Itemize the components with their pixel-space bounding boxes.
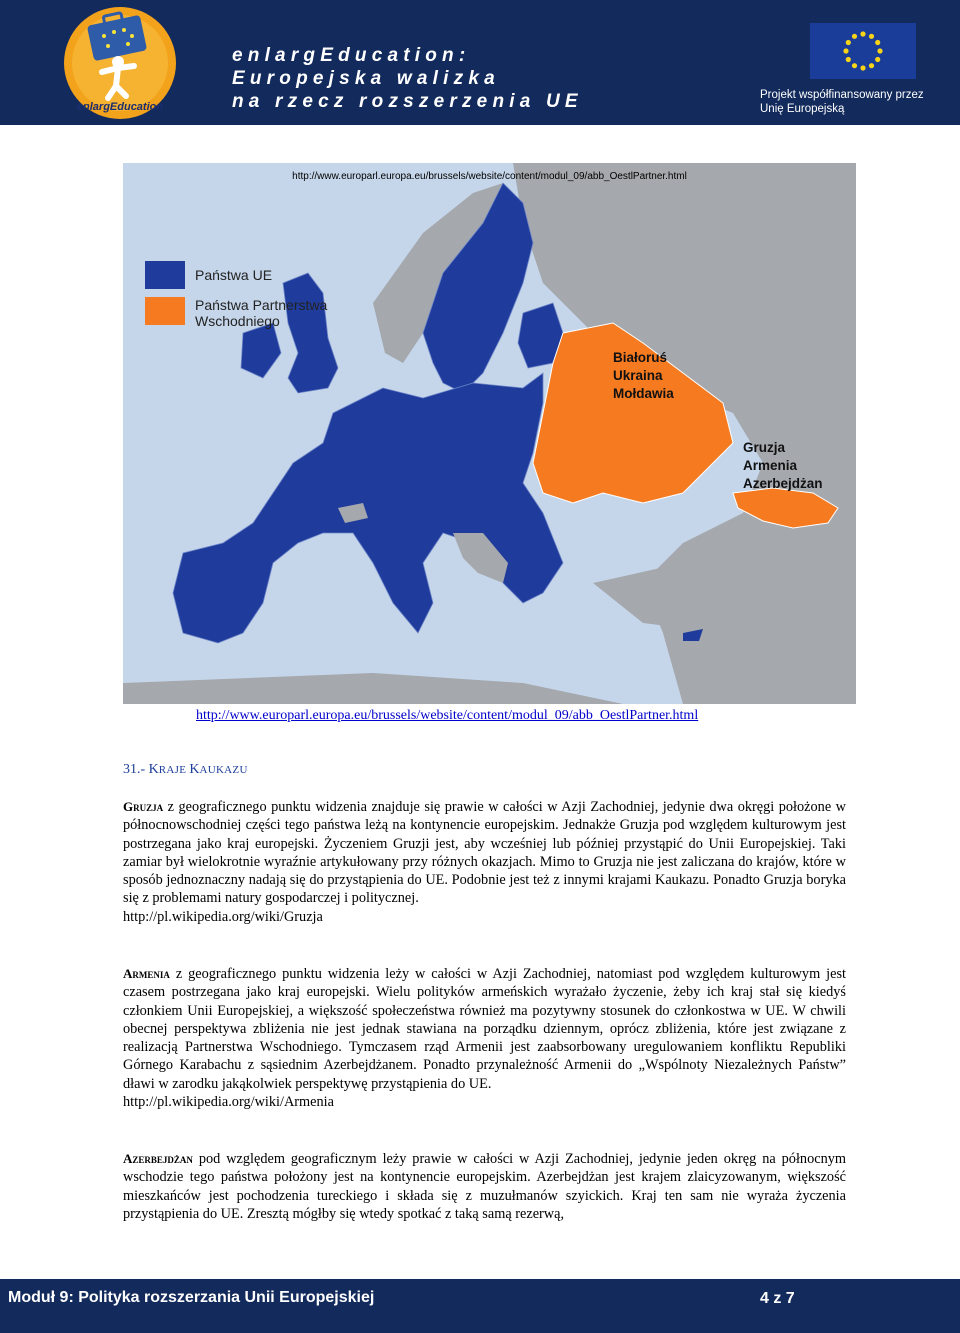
term-armenia: Armenia [123, 966, 170, 981]
header-title-line1: enlargEducation: [232, 45, 471, 66]
cofunding-note: Projekt współfinansowany przez Unię Europejską [760, 89, 924, 115]
header-title-line2: Europejska walizka [232, 68, 500, 89]
svg-text:enlargEducation: enlargEducation [76, 101, 164, 113]
section-title: 31.- KRAJE KAUKAZU [123, 762, 248, 777]
footer-page-number: 4 z 7 [760, 1290, 795, 1307]
paragraph-gruzja: Gruzja z geograficznego punktu widzenia znajduje się prawie w całości w Azji Zachodniej, jedynie dwa okręgi położone w północnowschodniej części tego państwa leżą na kontynencie europejskim. Jednakże Gruzja pod względem kulturowym jest postrzegana jako kraj europejski. Życzeniem Gruzji jest, aby wcześniej lub później przystąpić do Unii Europejskiej. Taki zamiar był wielokrotnie wyraźnie artykułowany przy różnych okazjach. Mimo to Gruzja nie jest zaliczana do krajów, które w sposób jednoznaczny nadają się do przystąpienia do UE. Podobnie jest też z innymi krajami Kaukazu. Ponadto Gruzja boryka się z problemami natury gospodarczej i politycznej. http://pl.wikipedia.org/wiki/Gruzja [123, 799, 846, 925]
legend-partner-label: Państwa Partnerstwa Wschodniego [195, 297, 328, 329]
map-label-belarus-ukraine-moldova: Białoruś Ukraina Mołdawia [613, 350, 674, 401]
legend-eu-label: Państwa UE [195, 267, 273, 283]
header-title-line3: na rzecz rozszerzenia UE [232, 91, 583, 112]
eu-flag-icon [810, 23, 916, 79]
header-title [232, 44, 583, 113]
paragraph-azerbejdzan: Azerbejdżan pod względem geograficznym leży prawie w całości w Azji Zachodniej, jedynie jeden okręg na północnym wschodzie tego państwa położony jest na kontynencie europejskim. Azerbejdżan jest krajem zlaicyzowanym, większość mieszkańców jest pochodzenia tureckiego i składa się z muzułmanów szyickich. Kraj ten sam nie wyraża życzenia przystąpienia do UE. Zresztą mógłby się wtedy spotkać z taką samą rezerwą, [123, 1151, 846, 1222]
page-header [0, 0, 960, 125]
page-footer [0, 1279, 960, 1333]
enlargeducation-logo [62, 6, 178, 120]
term-gruzja: Gruzja [123, 799, 164, 814]
term-azerbejdzan: Azerbejdżan [123, 1151, 193, 1166]
paragraph-armenia: Armenia z geograficznego punktu widzenia leży w całości w Azji Zachodniej, natomiast pod względem kulturowym jest czasem postrzegana jako kraj europejski. Wielu polityków armeńskich wyrażało życzenie, żeby ich kraj stał się kiedyś członkiem Unii Europejskiej, a większość społeczeństwa również ma pozytywny stosunek do członkostwa w UE. W chwili obecnej perspektywa zbliżenia nie jest jednak stawiana na porządku dziennym, oprócz zbliżenia, które jest związane z realizacją Partnerstwa Wschodniego. Tymczasem rząd Armenii jest zaabsorbowany uregulowaniem konfliktu Republiki Górnego Karabachu z sąsiednim Azerbejdżanem. Ponadto przynależność Armenii do „Wspólnoty Niezależnych Państw” dławi w zarodku jakąkolwiek perspektywę przystąpienia do UE. http://pl.wikipedia.org/wiki/Armenia [123, 966, 846, 1111]
source-gruzja: http://pl.wikipedia.org/wiki/Gruzja [123, 908, 323, 925]
europe-map-graphic [123, 163, 856, 704]
eastern-partnership-map [123, 163, 856, 704]
footer-module-title: Moduł 9: Polityka rozszerzania Unii Europejskiej [8, 1289, 375, 1306]
source-armenia: http://pl.wikipedia.org/wiki/Armenia [123, 1094, 334, 1111]
map-source-url: http://www.europarl.europa.eu/brussels/website/content/modul_09/abb_OestlPartner.html [292, 171, 687, 182]
map-caption-link[interactable]: http://www.europarl.europa.eu/brussels/website/content/modul_09/abb_OestlPartner.html [196, 708, 699, 723]
map-label-caucasus: Gruzja Armenia Azerbejdżan [743, 440, 823, 491]
